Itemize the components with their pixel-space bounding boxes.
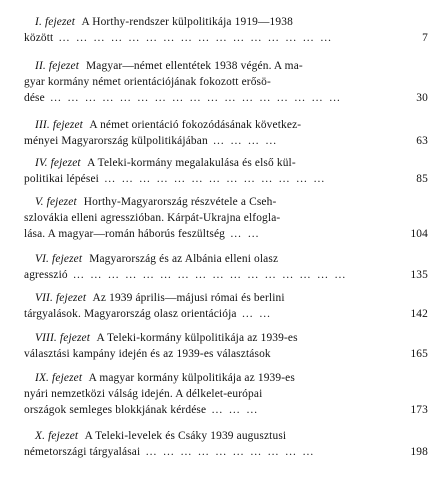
page-number: 142 bbox=[410, 308, 428, 320]
chapter-title-line: gyar kormány német orientációjának fokozott erősö- bbox=[24, 76, 271, 88]
chapter-label: IV. fejezet bbox=[35, 157, 81, 169]
chapter-title-line: Horthy-Magyarország részvétele a Cseh- bbox=[83, 196, 277, 208]
toc-entry-line bbox=[24, 155, 428, 171]
toc-entry-line bbox=[24, 74, 428, 90]
chapter-title-line: lása. A magyar—román háborús feszültség bbox=[24, 228, 226, 240]
leader-dots: … … … … … … … … … … … … … … … … bbox=[72, 269, 348, 281]
chapter-title-line: A Teleki-kormány külpolitikája az 1939-es bbox=[96, 332, 298, 344]
chapter-label: III. fejezet bbox=[35, 119, 83, 131]
chapter-label: V. fejezet bbox=[35, 196, 77, 208]
chapter-title-line: agresszió bbox=[24, 269, 68, 281]
toc-entry-line bbox=[24, 30, 428, 46]
chapter-label: X. fejezet bbox=[35, 430, 79, 442]
leader-dots: … … bbox=[241, 308, 273, 320]
chapter-label: VI. fejezet bbox=[35, 253, 83, 265]
chapter-label: VIII. fejezet bbox=[35, 332, 91, 344]
toc-entry-line bbox=[24, 428, 428, 444]
toc-entry-7 bbox=[24, 290, 428, 322]
toc-entry-line bbox=[24, 346, 428, 362]
toc-entry-6 bbox=[24, 251, 428, 283]
toc-entry-8 bbox=[24, 330, 428, 362]
chapter-label: IX. fejezet bbox=[35, 372, 83, 384]
chapter-title-line: politikai lépései bbox=[24, 173, 99, 185]
chapter-title-line: A Teleki-kormány megalakulása és első kül- bbox=[87, 157, 296, 169]
toc-entry-1 bbox=[24, 14, 428, 46]
toc-entry-line bbox=[24, 306, 428, 322]
leader-dots: … … … … … … … … … … bbox=[145, 446, 316, 458]
leader-dots: … … bbox=[230, 228, 261, 240]
toc-entry-line bbox=[24, 386, 428, 402]
page-number: 135 bbox=[410, 269, 428, 281]
toc-entry-line bbox=[24, 90, 428, 106]
toc-entry-line bbox=[24, 171, 428, 187]
toc-entry-line bbox=[24, 58, 428, 74]
chapter-title-line: választási kampány idején és az 1939-es választások bbox=[24, 348, 271, 360]
toc-entry-line bbox=[24, 402, 428, 418]
toc-entry-10 bbox=[24, 428, 428, 460]
leader-dots: … … … … … … … … … … … … … … … … bbox=[58, 32, 333, 44]
toc-entry-line bbox=[24, 194, 428, 210]
chapter-label: II. fejezet bbox=[35, 60, 80, 72]
toc-entry-line bbox=[24, 210, 428, 226]
chapter-title-line: ményei Magyarország külpolitikájában bbox=[24, 135, 208, 147]
page-number: 198 bbox=[410, 446, 428, 458]
chapter-label: I. fejezet bbox=[35, 16, 76, 28]
toc-entry-2 bbox=[24, 58, 428, 106]
chapter-title-line: A magyar kormány külpolitikája az 1939-es bbox=[88, 372, 295, 384]
toc-entry-line bbox=[24, 133, 428, 149]
leader-dots: … … … bbox=[211, 404, 260, 416]
chapter-title-line: A Teleki-levelek és Csáky 1939 augusztusi bbox=[84, 430, 287, 442]
toc-entry-3 bbox=[24, 117, 428, 149]
chapter-label: VII. fejezet bbox=[35, 292, 87, 304]
toc-entry-line bbox=[24, 290, 428, 306]
toc-entry-9 bbox=[24, 370, 428, 418]
chapter-title-line: Magyarország és az Albánia elleni olasz bbox=[89, 253, 279, 265]
toc-entry-5 bbox=[24, 194, 428, 242]
toc-entry-line bbox=[24, 117, 428, 133]
chapter-title-line: szlovákia elleni agresszióban. Kárpát-Ukrajna elfogla- bbox=[24, 212, 281, 224]
page-number: 173 bbox=[410, 404, 428, 416]
chapter-title-line: németországi tárgyalásai bbox=[24, 446, 141, 458]
toc-entry-4 bbox=[24, 155, 428, 187]
toc-entry-line bbox=[24, 267, 428, 283]
chapter-title-line: Magyar—német ellentétek 1938 végén. A ma- bbox=[86, 60, 303, 72]
page-number: 7 bbox=[422, 32, 428, 44]
page-number: 85 bbox=[416, 173, 428, 185]
chapter-title-line: tárgyalások. Magyarország olasz orientációja bbox=[24, 308, 237, 320]
page-number: 104 bbox=[410, 228, 428, 240]
toc-entry-line bbox=[24, 330, 428, 346]
leader-dots: … … … … … … … … … … … … … … … … … bbox=[49, 92, 342, 104]
chapter-title-line: között bbox=[24, 32, 54, 44]
toc-entry-line bbox=[24, 14, 428, 30]
toc-entry-line bbox=[24, 444, 428, 460]
chapter-title-line: nyári nemzetközi válság idején. A délkelet-európai bbox=[24, 388, 263, 400]
toc-entry-line bbox=[24, 226, 428, 242]
page-number: 30 bbox=[416, 92, 428, 104]
page-number: 63 bbox=[416, 135, 428, 147]
chapter-title-line: dése bbox=[24, 92, 45, 104]
toc-entry-line bbox=[24, 370, 428, 386]
chapter-title-line: A Horthy-rendszer külpolitikája 1919—1938 bbox=[81, 16, 293, 28]
chapter-title-line: A német orientáció fokozódásának következ- bbox=[89, 119, 302, 131]
leader-dots: … … … … bbox=[212, 135, 279, 147]
page-number: 165 bbox=[410, 348, 428, 360]
leader-dots: … … … … … … … … … … … … … bbox=[104, 173, 327, 185]
toc-entry-line bbox=[24, 251, 428, 267]
chapter-title-line: Az 1939 április—májusi római és berlini bbox=[92, 292, 285, 304]
chapter-title-line: országok semleges blokkjának kérdése bbox=[24, 404, 207, 416]
